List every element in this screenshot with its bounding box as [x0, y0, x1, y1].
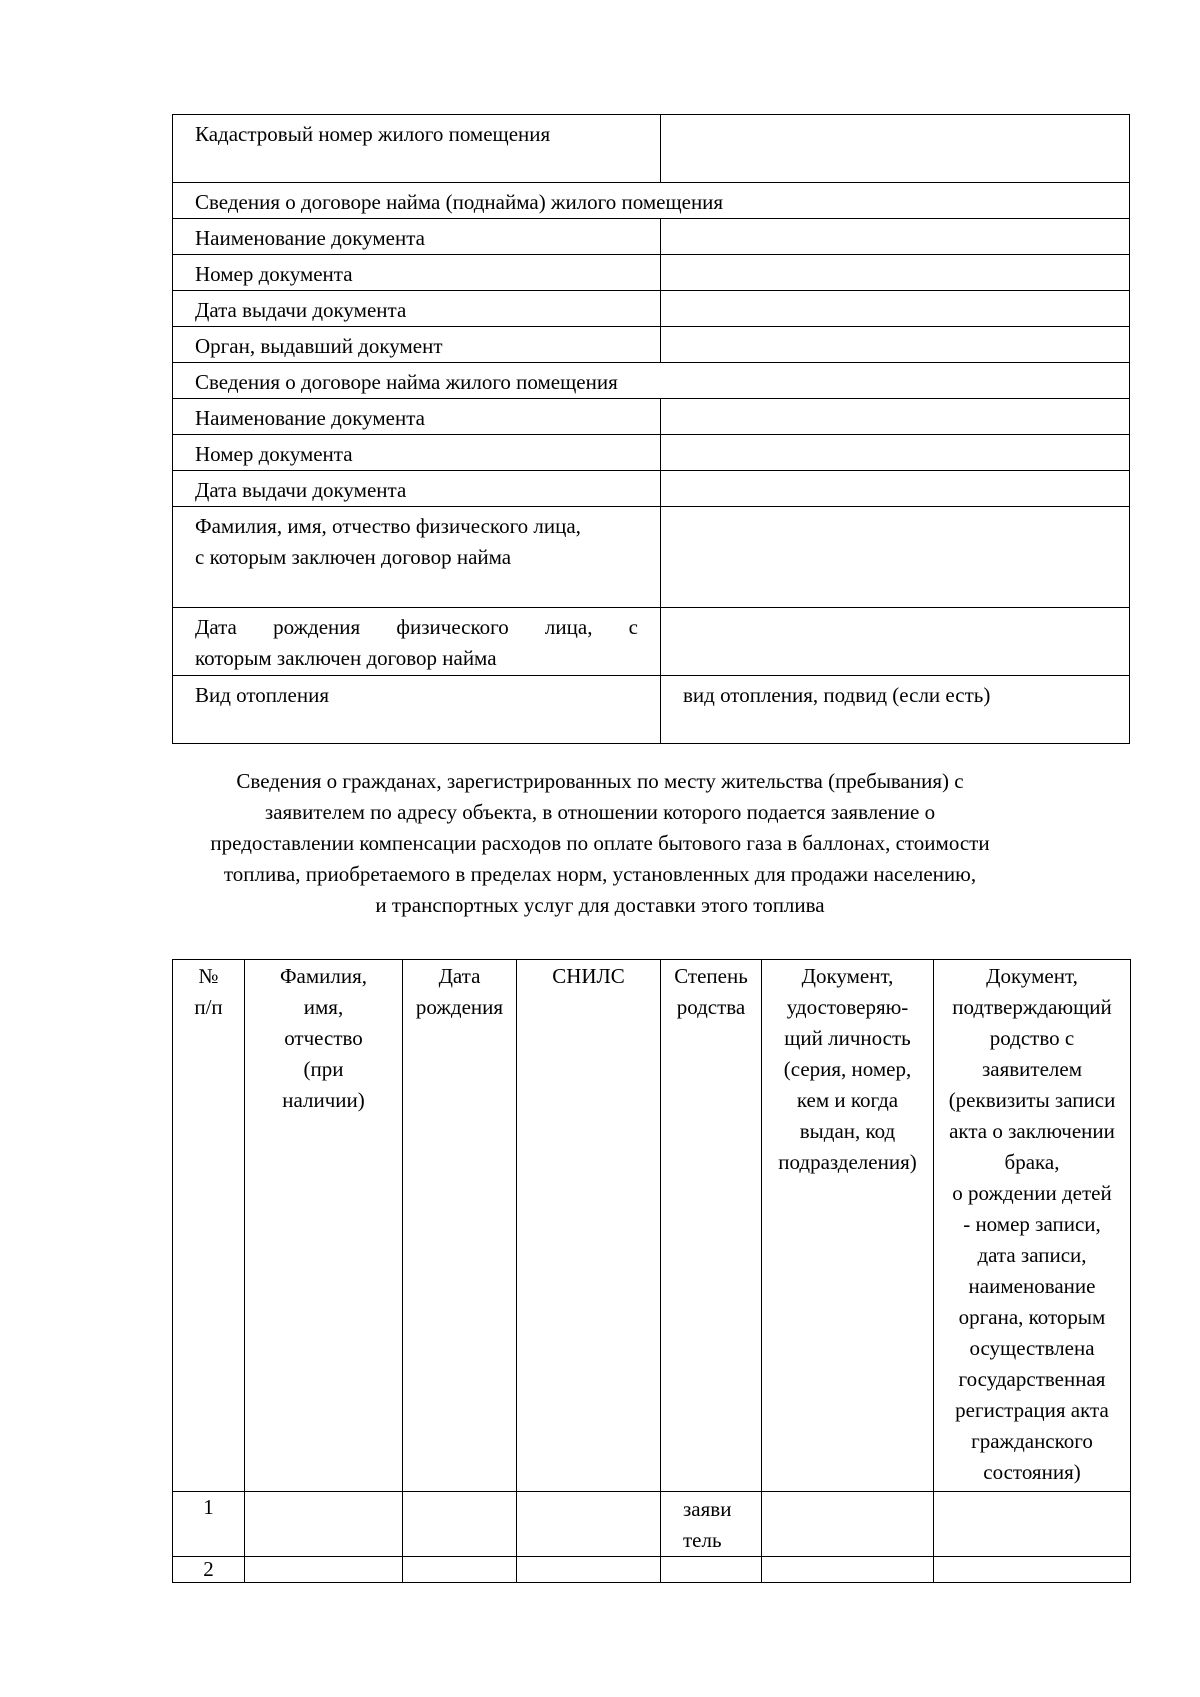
heading-line: заявителем по адресу объекта, в отношении которого подается заявление о: [264, 800, 936, 824]
header-text: щий личность: [784, 1026, 911, 1050]
header-text: рождения: [415, 995, 504, 1019]
header-text: Дата: [438, 964, 481, 988]
field-label-line: Дата рождения физического лица, с: [195, 615, 638, 639]
cell-text: тель: [683, 1528, 722, 1552]
field-label: Номер документа: [173, 255, 661, 291]
field-label: Вид отопления: [173, 676, 661, 744]
column-header-snils: [517, 960, 661, 1492]
cell-relation: [661, 1492, 762, 1557]
table-row: [173, 507, 1130, 608]
header-text: о рождении детей: [952, 1181, 1112, 1205]
header-text: гражданского: [971, 1429, 1093, 1453]
section-row: [173, 363, 1130, 399]
column-header-full-name: [245, 960, 403, 1492]
row-number: 2: [173, 1557, 245, 1583]
header-text: наименование: [968, 1274, 1096, 1298]
header-text: подразделения): [778, 1150, 917, 1174]
header-text: п/п: [194, 995, 223, 1019]
table-row: [173, 435, 1130, 471]
header-text: кем и когда: [796, 1088, 899, 1112]
field-label: Орган, выдавший документ: [173, 327, 661, 363]
cell-full-name[interactable]: [245, 1557, 403, 1583]
column-header-number: [173, 960, 245, 1492]
cell-snils[interactable]: [517, 1492, 661, 1557]
table-row: [173, 676, 1130, 744]
header-text: государственная: [958, 1367, 1106, 1391]
column-header-kinship-document: [934, 960, 1131, 1492]
table-row: [173, 115, 1130, 183]
header-text: №: [198, 964, 219, 988]
row-number: 1: [173, 1492, 245, 1557]
field-value[interactable]: [661, 291, 1130, 327]
field-label-line: которым заключен договор найма: [195, 646, 497, 670]
cell-kinship-document[interactable]: [934, 1492, 1131, 1557]
header-text: акта о заключении: [949, 1119, 1115, 1143]
header-text: - номер записи,: [963, 1212, 1101, 1236]
header-text: Документ,: [801, 964, 894, 988]
column-header-birth-date: [403, 960, 517, 1492]
header-text: Степень: [674, 964, 748, 988]
table-row: [173, 399, 1130, 435]
header-text: дата записи,: [977, 1243, 1087, 1267]
heading-line: топлива, приобретаемого в пределах норм, установленных для продажи населению,: [223, 862, 977, 886]
field-value[interactable]: [661, 608, 1130, 676]
section-heading: [180, 766, 1020, 921]
field-value[interactable]: [661, 435, 1130, 471]
field-value[interactable]: [661, 471, 1130, 507]
field-label: Кадастровый номер жилого помещения: [173, 115, 661, 183]
table-row: [173, 291, 1130, 327]
table-row: [173, 327, 1130, 363]
cell-kinship-document[interactable]: [934, 1557, 1131, 1583]
field-label: Дата выдачи документа: [173, 291, 661, 327]
heading-line: предоставлении компенсации расходов по оплате бытового газа в баллонах, стоимости: [210, 831, 990, 855]
header-text: отчество: [284, 1026, 363, 1050]
header-text: регистрация акта: [955, 1398, 1109, 1422]
header-text: брака,: [1004, 1150, 1060, 1174]
section-row: [173, 183, 1130, 219]
cell-id-document[interactable]: [762, 1557, 934, 1583]
table-row: [173, 1557, 1131, 1583]
cell-id-document[interactable]: [762, 1492, 934, 1557]
field-value[interactable]: [661, 115, 1130, 183]
header-text: (при: [303, 1057, 344, 1081]
field-label: [173, 608, 661, 676]
property-info-table: [172, 114, 1130, 744]
cell-relation[interactable]: [661, 1557, 762, 1583]
field-label-line: Фамилия, имя, отчество физического лица,: [195, 514, 581, 538]
section-title: Сведения о договоре найма (поднайма) жилого помещения: [173, 183, 1130, 219]
field-value[interactable]: [661, 507, 1130, 608]
header-text: (серия, номер,: [783, 1057, 912, 1081]
header-text: СНИЛС: [552, 964, 625, 988]
cell-text: заяви: [683, 1497, 732, 1521]
header-text: родства: [676, 995, 746, 1019]
header-text: удостоверяю-: [786, 995, 909, 1019]
field-label: Номер документа: [173, 435, 661, 471]
cell-full-name[interactable]: [245, 1492, 403, 1557]
field-label: Наименование документа: [173, 399, 661, 435]
column-header-relation: [661, 960, 762, 1492]
field-value[interactable]: [661, 219, 1130, 255]
section-title: Сведения о договоре найма жилого помещения: [173, 363, 1130, 399]
cell-birth-date[interactable]: [403, 1557, 517, 1583]
header-text: осуществлена: [969, 1336, 1095, 1360]
heading-line: и транспортных услуг для доставки этого топлива: [375, 893, 825, 917]
header-text: выдан, код: [799, 1119, 896, 1143]
table-row: [173, 255, 1130, 291]
table-row: [173, 1492, 1131, 1557]
table-row: [173, 608, 1130, 676]
header-text: органа, которым: [958, 1305, 1106, 1329]
heading-line: Сведения о гражданах, зарегистрированных по месту жительства (пребывания) с: [236, 769, 964, 793]
header-text: состояния): [983, 1460, 1081, 1484]
header-text: родство с: [989, 1026, 1075, 1050]
field-label-line: с которым заключен договор найма: [195, 545, 512, 569]
field-label: Наименование документа: [173, 219, 661, 255]
field-value[interactable]: [661, 399, 1130, 435]
header-text: подтверждающий: [952, 995, 1112, 1019]
table-header-row: [173, 960, 1131, 1492]
table-row: [173, 219, 1130, 255]
header-text: имя,: [303, 995, 344, 1019]
column-header-id-document: [762, 960, 934, 1492]
header-text: Документ,: [986, 964, 1078, 988]
field-value[interactable]: вид отопления, подвид (если есть): [661, 676, 1130, 744]
table-row: [173, 471, 1130, 507]
field-label: [173, 507, 661, 608]
header-text: (реквизиты записи: [948, 1088, 1116, 1112]
cell-snils[interactable]: [517, 1557, 661, 1583]
cell-birth-date[interactable]: [403, 1492, 517, 1557]
field-value[interactable]: [661, 327, 1130, 363]
header-text: наличии): [282, 1088, 365, 1112]
header-text: Фамилия,: [279, 964, 368, 988]
header-text: заявителем: [981, 1057, 1083, 1081]
field-value[interactable]: [661, 255, 1130, 291]
residents-table: [172, 959, 1131, 1583]
field-label: Дата выдачи документа: [173, 471, 661, 507]
